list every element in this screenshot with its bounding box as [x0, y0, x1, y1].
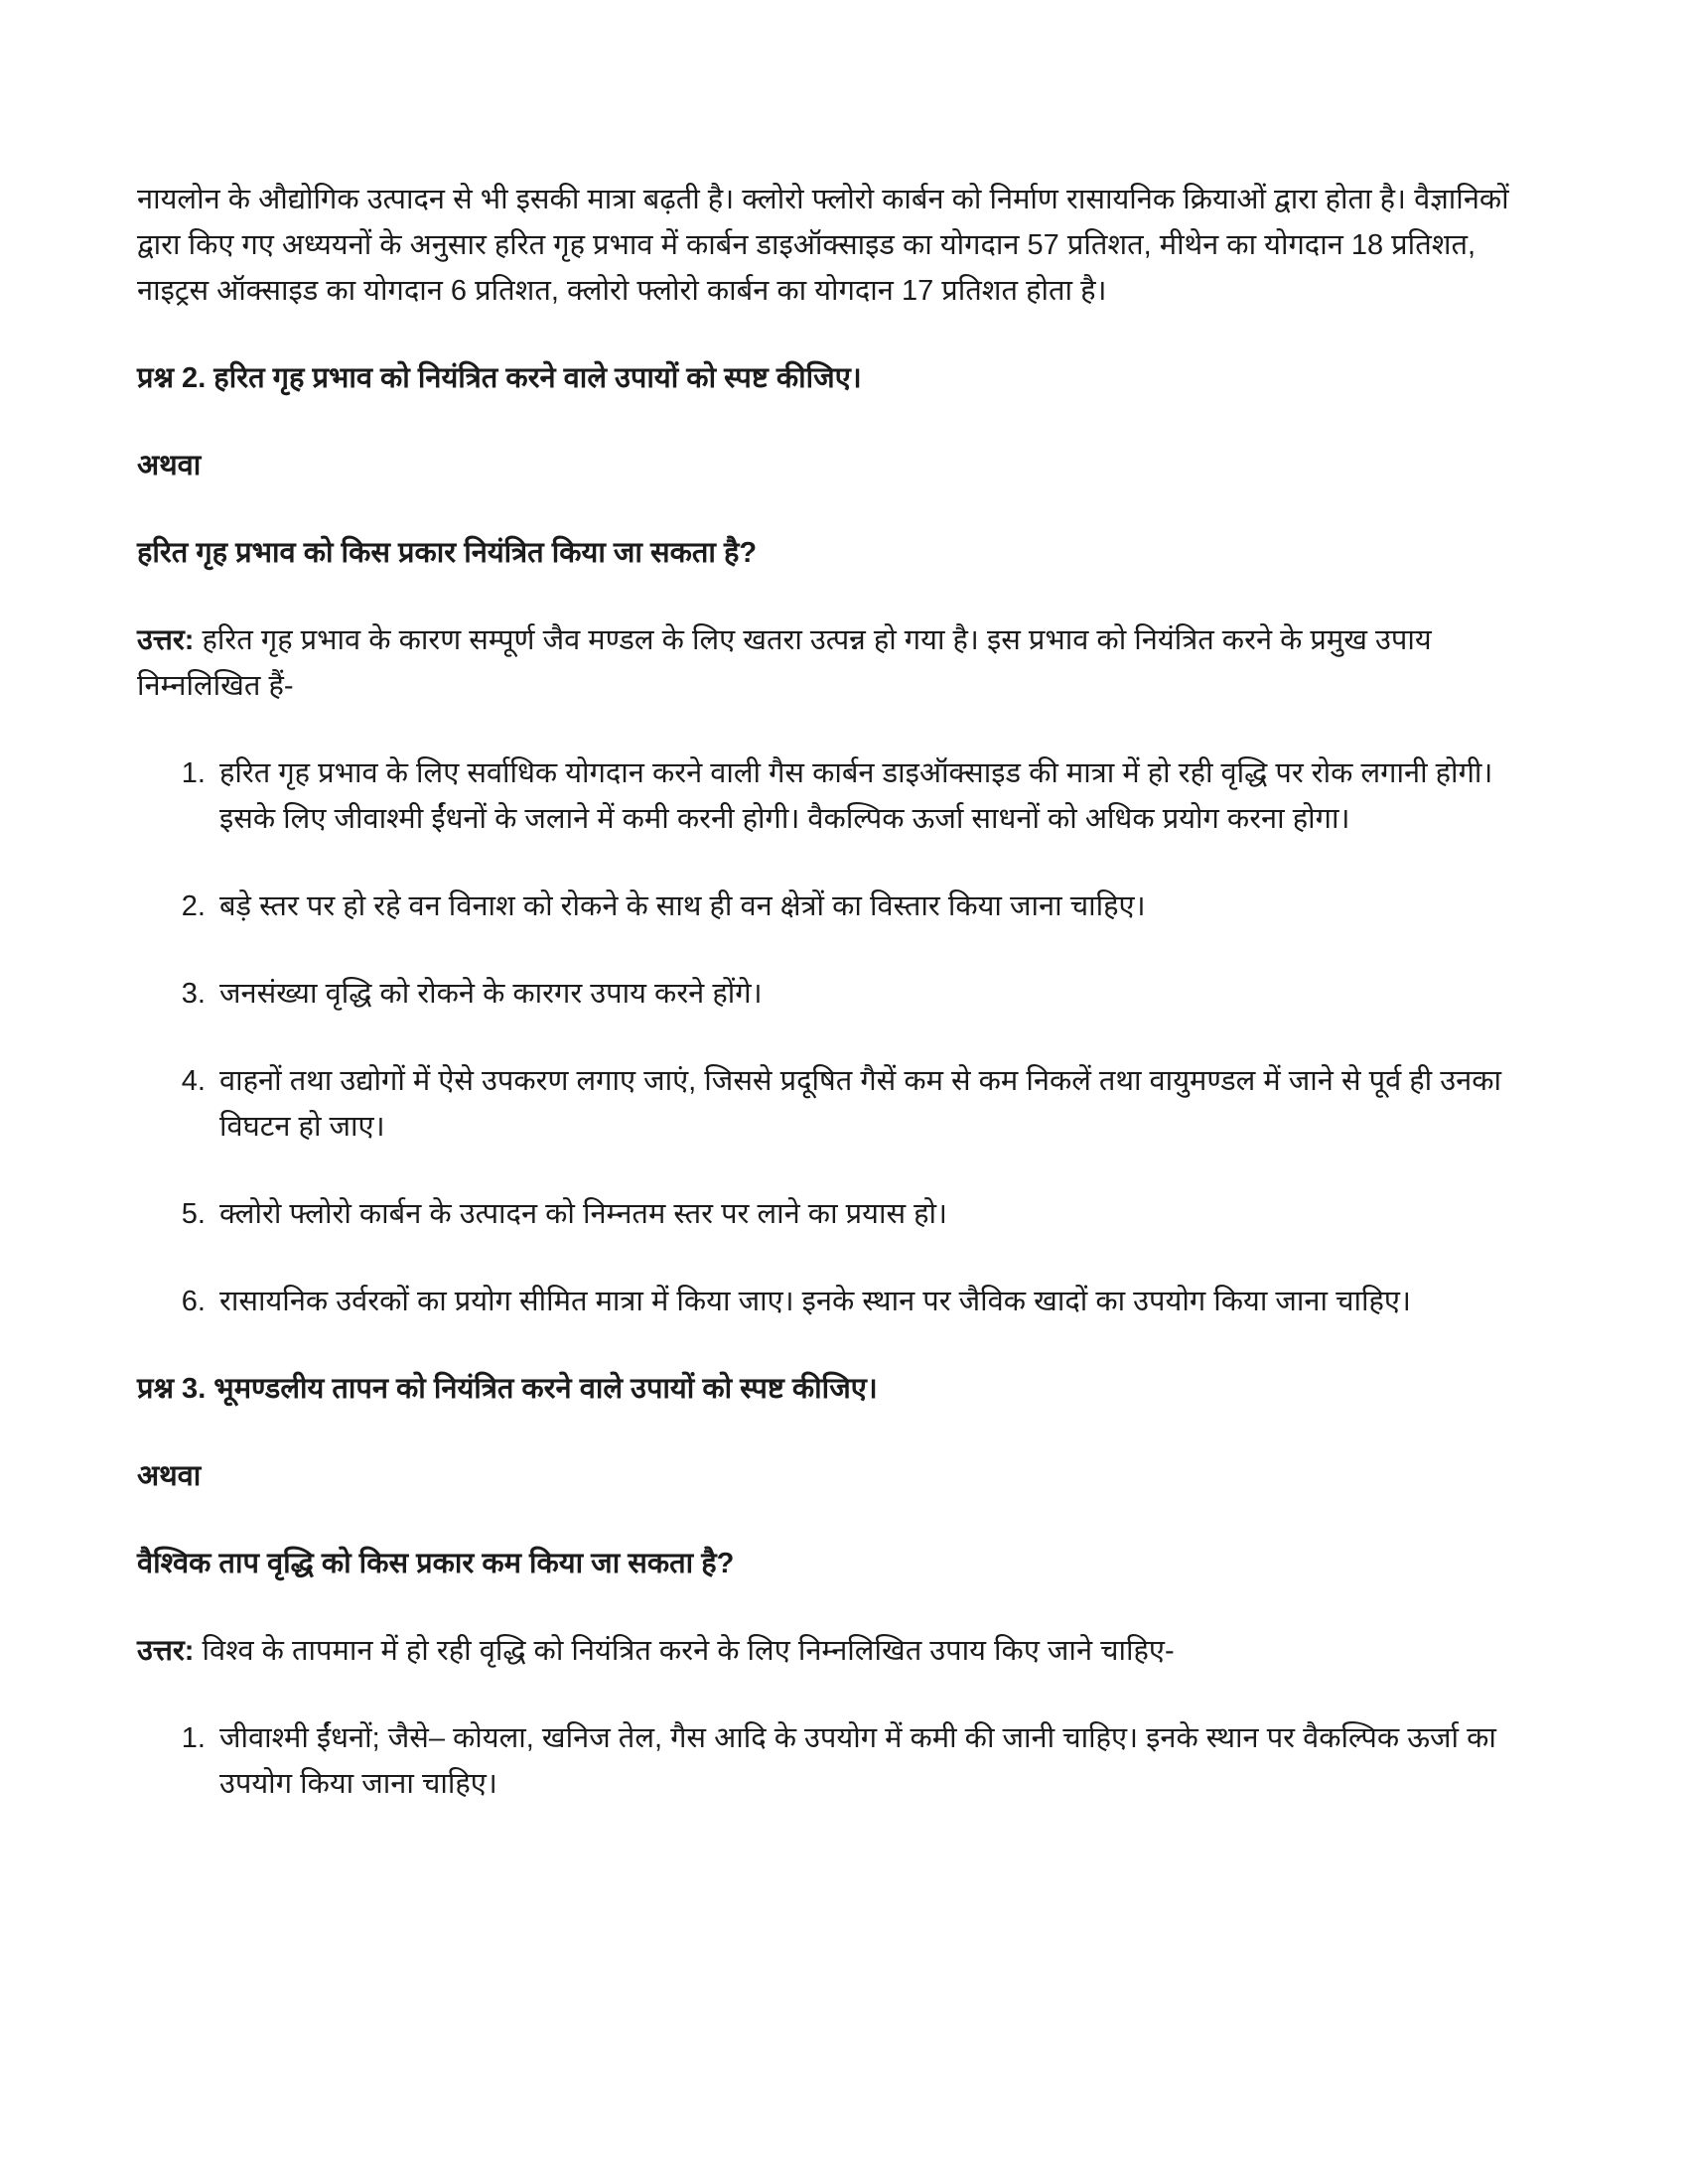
- list-item: 2. बड़े स्तर पर हो रहे वन विनाश को रोकने के साथ ही वन क्षेत्रों का विस्तार किया जाना चाहिए।: [213, 884, 1552, 929]
- question3-alt-heading: वैश्विक ताप वृद्धि को किस प्रकार कम किया जा सकता है?: [137, 1548, 735, 1579]
- list-item: 1. हरित गृह प्रभाव के लिए सर्वाधिक योगदान करने वाली गैस कार्बन डाइऑक्साइड की मात्रा में हो रही वृद्धि पर रोक लगानी होगी। इसके लिए जीवाश्मी ईंधनों के जलाने में कमी करनी होगी। वैकल्पिक ऊर्जा साधनों को अधिक प्रयोग करना होगा।: [213, 751, 1552, 842]
- answer-intro-text: विश्व के तापमान में हो रही वृद्धि को नियंत्रित करने के लिए निम्नलिखित उपाय किए जाने चाहिए-: [202, 1635, 1175, 1667]
- question2-points-list: [137, 751, 1552, 1324]
- answer-label: उत्तर:: [137, 624, 195, 656]
- list-item: 5. क्लोरो फ्लोरो कार्बन के उत्पादन को निम्नतम स्तर पर लाने का प्रयास हो।: [213, 1191, 1552, 1237]
- question3-heading: प्रश्न 3. भूमण्डलीय तापन को नियंत्रित करने वाले उपायों को स्पष्ट कीजिए।: [137, 1373, 878, 1405]
- question3-answer-paragraph: [137, 1628, 1552, 1674]
- question2-answer-paragraph: [137, 617, 1552, 709]
- answer-intro-text: हरित गृह प्रभाव के कारण सम्पूर्ण जैव मण्डल के लिए खतरा उत्पन्न हो गया है। इस प्रभाव को नियंत्रित करने के प्रमुख उपाय निम्नलिखित हैं-: [137, 624, 1432, 702]
- list-item: 3. जनसंख्या वृद्धि को रोकने के कारगर उपाय करने होंगे।: [213, 971, 1552, 1017]
- question2-heading: प्रश्न 2. हरित गृह प्रभाव को नियंत्रित करने वाले उपायों को स्पष्ट कीजिए।: [137, 362, 862, 394]
- intro-paragraph: नायलोन के औद्योगिक उत्पादन से भी इसकी मात्रा बढ़ती है। क्लोरो फ्लोरो कार्बन को निर्माण रासायनिक क्रियाओं द्वारा होता है। वैज्ञानिकों द्वारा किए गए अध्ययनों के अनुसार हरित गृह प्रभाव में कार्बन डाइऑक्साइड का योगदान 57 प्रतिशत, मीथेन का योगदान 18 प्रतिशत, नाइट्रस ऑक्साइड का योगदान 6 प्रतिशत, क्लोरो फ्लोरो कार्बन का योगदान 17 प्रतिशत होता है।: [137, 184, 1509, 307]
- answer-label: उत्तर:: [137, 1635, 195, 1667]
- question3-or-label: अथवा: [137, 1460, 202, 1492]
- question2-alt-heading: हरित गृह प्रभाव को किस प्रकार नियंत्रित किया जा सकता है?: [137, 537, 758, 569]
- list-item: 1. जीवाश्मी ईंधनों; जैसे– कोयला, खनिज तेल, गैस आदि के उपयोग में कमी की जानी चाहिए। इनके स्थान पर वैकल्पिक ऊर्जा का उपयोग किया जाना चाहिए।: [213, 1715, 1552, 1807]
- question3-points-list: [137, 1715, 1552, 1807]
- question2-or-label: अथवा: [137, 450, 202, 481]
- list-item: 4. वाहनों तथा उद्योगों में ऐसे उपकरण लगाए जाएं, जिससे प्रदूषित गैसें कम से कम निकलें तथा वायुमण्डल में जाने से पूर्व ही उनका विघटन हो जाए।: [213, 1058, 1552, 1150]
- list-item: 6. रासायनिक उर्वरकों का प्रयोग सीमित मात्रा में किया जाए। इनके स्थान पर जैविक खादों का उपयोग किया जाना चाहिए।: [213, 1279, 1552, 1324]
